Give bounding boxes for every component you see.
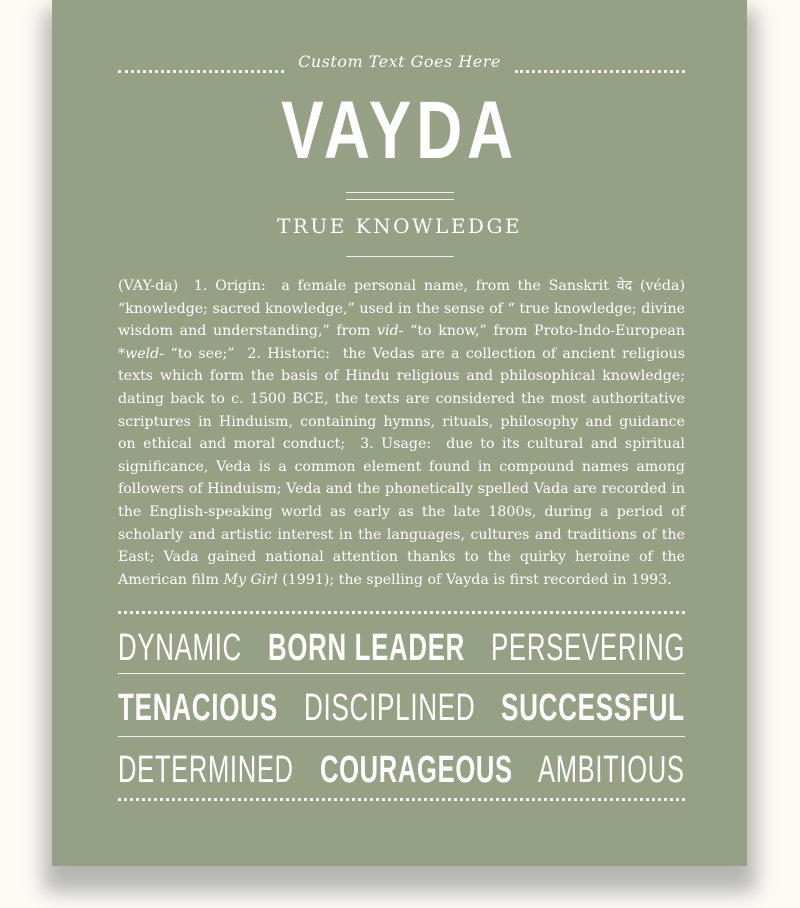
usage-label: 3. Usage:	[360, 436, 432, 453]
origin-text: a female personal name, from the Sanskrit वेद (véda) “knowledge; sacred knowledge,” used in the sense of “ true knowledge; divine wisdom and understanding,” from	[118, 278, 685, 340]
traits-dotted-rule-bottom	[118, 798, 685, 801]
trait-word: DISCIPLINED	[303, 686, 476, 729]
poster-name: VAYDA	[281, 85, 518, 176]
custom-text: Custom Text Goes Here	[298, 52, 501, 71]
traits-row-1	[118, 624, 685, 672]
film-title: My Girl	[223, 571, 278, 588]
origin-text-2: “to know,” from Proto-Indo-European	[410, 323, 685, 340]
meaning-underline	[346, 256, 454, 257]
trait-word: AMBITIOUS	[538, 748, 685, 791]
origin-weld: *weld-	[118, 345, 165, 362]
trait-word: TENACIOUS	[118, 686, 278, 729]
origin-vid: vid-	[377, 323, 404, 340]
historic-text: the Vedas are a collection of ancient religious texts which form the basis of Hindu religious and philosophical knowledge; dating back to c. 1500 BCE, the texts are considered the most authoritative scriptures in Hinduism, containing hymns, rituals, philosophy and guidance on ethical and moral conduct;	[118, 345, 685, 453]
traits-dotted-rule-top	[118, 611, 685, 614]
name-underline-top	[346, 192, 454, 193]
pronunciation: (VAY-da)	[118, 278, 179, 294]
trait-word: DETERMINED	[118, 748, 294, 791]
trait-word: DYNAMIC	[118, 626, 242, 669]
traits-row-2	[118, 684, 685, 732]
historic-label: 2. Historic:	[247, 345, 330, 362]
trait-word: COURAGEOUS	[319, 748, 513, 791]
trait-word: PERSEVERING	[490, 626, 685, 669]
usage-text-2: (1991); the spelling of Vayda is first recorded in 1993.	[282, 571, 672, 588]
traits-rule-2	[118, 736, 685, 737]
traits-row-3	[118, 746, 685, 794]
usage-text: due to its cultural and spiritual significance, Veda is a common element found in compound names among followers of Hinduism; Veda and the phonetically spelled Vada are recorded in the English-speaking world as early as the late 1800s, during a period of scholarly and artistic interest in the languages, cultures and traditions of the East; Vada gained national attention thanks to the quirky heroine of the American film	[118, 436, 685, 588]
name-meaning: TRUE KNOWLEDGE	[276, 214, 523, 238]
origin-text-3: “to see;”	[170, 345, 235, 362]
name-definition	[118, 275, 685, 591]
trait-word: SUCCESSFUL	[501, 686, 685, 729]
name-underline-bottom	[346, 199, 454, 200]
name-poster	[52, 0, 747, 866]
traits-rule-1	[118, 673, 685, 674]
trait-word: BORN LEADER	[267, 626, 465, 669]
origin-label: 1. Origin:	[193, 278, 266, 294]
